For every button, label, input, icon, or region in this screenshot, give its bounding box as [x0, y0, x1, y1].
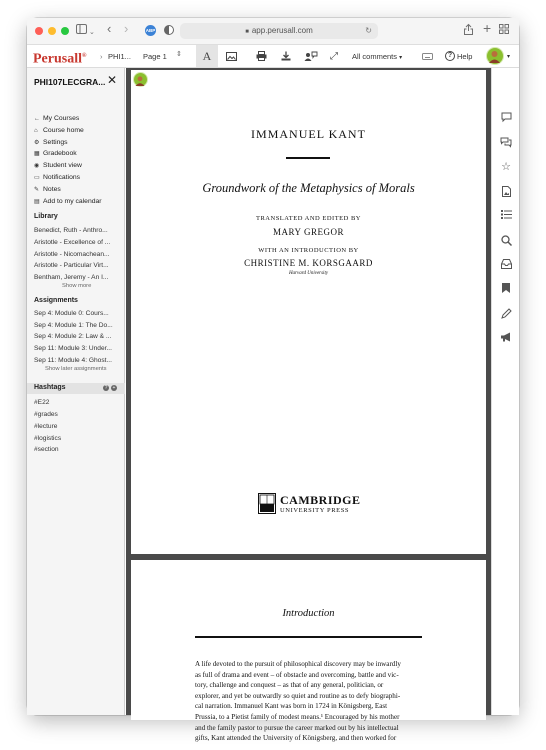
title-rule	[286, 157, 330, 159]
nav-settings[interactable]	[34, 138, 68, 148]
hashtag-item[interactable]: #E22	[34, 399, 50, 406]
chapter-heading: Introduction	[282, 608, 335, 619]
assignment-item[interactable]: Sep 4: Module 0: Cours...	[34, 310, 109, 317]
nav-label: Course home	[43, 127, 84, 134]
reader-avatar[interactable]	[133, 72, 148, 87]
document-page-1[interactable]	[131, 70, 486, 554]
assignments-heading: Assignments	[34, 297, 78, 304]
search-icon[interactable]	[500, 235, 512, 247]
forward-button[interactable]: ›	[124, 21, 129, 36]
close-sidebar-button[interactable]: ✕	[107, 73, 118, 87]
hashtag-item[interactable]: #lecture	[34, 423, 58, 430]
browser-window	[27, 18, 519, 743]
chevron-down-icon[interactable]: ⌄	[89, 29, 95, 36]
app-toolbar	[27, 45, 519, 68]
nav-label: Student view	[43, 162, 82, 169]
nav-notes[interactable]	[34, 185, 61, 195]
assignment-item[interactable]: Sep 4: Module 2: Law & ...	[34, 333, 112, 340]
breadcrumb-separator-icon: ›	[100, 52, 103, 61]
library-item[interactable]: Aristotle - Particular Virt...	[34, 262, 109, 269]
library-item[interactable]: Bentham, Jeremy - An I...	[34, 274, 109, 281]
new-tab-button[interactable]: +	[483, 20, 492, 36]
url-text: app.perusall.com	[251, 26, 313, 35]
show-later-assignments-link[interactable]: Show later assignments	[45, 366, 107, 372]
body-line: explorer, and yet be outwardly so quiet and routine as to defy biographi-	[195, 691, 401, 700]
page-image-icon[interactable]	[500, 186, 512, 198]
zoom-window-button[interactable]	[61, 27, 69, 35]
nav-label: Gradebook	[43, 150, 77, 157]
user-avatar[interactable]	[486, 47, 504, 65]
tab-overview-icon[interactable]	[499, 24, 509, 38]
fullscreen-icon[interactable]: ⤢	[330, 50, 338, 62]
inbox-icon: ▭	[34, 175, 40, 181]
hashtags-heading: Hashtags	[34, 384, 66, 391]
lock-icon: ■	[245, 29, 249, 35]
translator-name: MARY GREGOR	[273, 227, 344, 237]
document-page-2[interactable]	[131, 560, 486, 743]
privacy-shield-icon[interactable]	[164, 25, 174, 35]
table-icon: ▦	[34, 151, 40, 157]
introduction-by-label: WITH AN INTRODUCTION BY	[258, 247, 359, 254]
nav-my-courses[interactable]	[34, 114, 79, 124]
nav-gradebook[interactable]	[34, 149, 77, 159]
logo-text: Perusall	[33, 51, 82, 67]
cambridge-crest-icon	[258, 493, 276, 514]
body-line: Prussia, to a Pietist family of modest means.¹ Encouraged by his mother	[195, 713, 400, 721]
hashtag-item[interactable]: #logistics	[34, 435, 62, 442]
annotate-user-icon[interactable]	[300, 45, 322, 67]
nav-student-view[interactable]	[34, 161, 82, 171]
translated-by-label: TRANSLATED AND EDITED BY	[256, 215, 361, 222]
assignment-item[interactable]: Sep 4: Module 1: The Do...	[34, 322, 113, 329]
image-view-button[interactable]	[221, 45, 241, 67]
extension-icon[interactable]: ABP	[145, 25, 156, 36]
pencil-icon[interactable]	[500, 308, 512, 320]
close-window-button[interactable]	[35, 27, 43, 35]
inbox-icon[interactable]	[500, 259, 512, 271]
publisher-subtitle: UNIVERSITY PRESS	[280, 507, 350, 514]
nav-add-to-calendar[interactable]	[34, 197, 102, 207]
pencil-icon: ✎	[34, 187, 40, 193]
library-item[interactable]: Benedict, Ruth - Anthro...	[34, 227, 108, 234]
bookmark-icon[interactable]	[500, 283, 512, 295]
reload-icon[interactable]: ↻	[365, 26, 372, 35]
keyboard-icon[interactable]	[419, 45, 435, 67]
eye-icon: ◉	[34, 163, 40, 169]
body-line: cal narration. Immanuel Kant was born in 1724 in Königsberg, East	[195, 702, 388, 711]
publisher-name: CAMBRIDGE	[280, 493, 361, 507]
introducer-name: CHRISTINE M. KORSGAARD	[244, 258, 373, 268]
perusall-logo[interactable]: Perusall®	[33, 51, 87, 67]
nav-label: Notes	[43, 186, 61, 193]
hashtag-item[interactable]: #grades	[34, 411, 58, 418]
breadcrumb[interactable]: PHI1...	[108, 52, 131, 61]
document-viewer[interactable]	[126, 68, 491, 743]
help-icon[interactable]: ?	[104, 385, 108, 391]
conversations-icon[interactable]	[500, 137, 512, 149]
browser-titlebar	[27, 18, 519, 45]
nav-label: Settings	[43, 139, 68, 146]
nav-label: My Courses	[43, 115, 80, 122]
minimize-window-button[interactable]	[48, 27, 56, 35]
hashtag-item[interactable]: #section	[34, 446, 59, 453]
home-icon: ⌂	[34, 128, 38, 134]
arrow-left-icon: ←	[34, 116, 40, 122]
nav-course-home[interactable]	[34, 126, 84, 136]
nav-label: Notifications	[43, 174, 81, 181]
book-author: IMMANUEL KANT	[251, 127, 366, 141]
comments-filter-dropdown[interactable]	[352, 52, 402, 61]
assignment-item[interactable]: Sep 11: Module 4: Ghost...	[34, 357, 112, 364]
share-icon[interactable]	[464, 24, 473, 39]
body-line: gifts, Kant attended the University of Königsberg, and then worked for	[195, 734, 397, 743]
body-line: as full of drama and event – of obstacle and overcoming, battle and vic-	[195, 670, 399, 679]
comment-icon[interactable]	[500, 112, 512, 124]
comments-filter-label: All comments	[352, 52, 398, 61]
nav-notifications[interactable]	[34, 173, 80, 183]
add-hashtag-icon[interactable]: +	[112, 385, 116, 391]
help-link[interactable]: Help	[457, 52, 473, 61]
body-line: A life devoted to the pursuit of philosophical discovery may be inwardly	[195, 660, 401, 668]
calendar-icon: ▤	[34, 199, 40, 205]
star-icon[interactable]: ☆	[501, 161, 511, 173]
page-selector[interactable]: Page 1	[143, 52, 167, 61]
avatar-caret-icon[interactable]: ▾	[507, 54, 511, 60]
body-line: tory, challenge and conquest – as that of any general, politician, or	[195, 681, 384, 690]
sidebar-toggle-icon[interactable]	[76, 24, 87, 38]
text-view-button[interactable]: A	[196, 45, 218, 67]
show-more-library-link[interactable]: Show more	[62, 283, 92, 289]
nav-label: Add to my calendar	[43, 198, 102, 205]
course-title: PHI107LECGRA...	[34, 77, 106, 87]
help-icon[interactable]: ?	[445, 51, 455, 61]
list-icon[interactable]	[500, 210, 512, 222]
library-heading: Library	[34, 213, 58, 220]
library-item[interactable]: Aristotle - Excellence of ...	[34, 239, 111, 246]
address-bar[interactable]	[180, 23, 378, 39]
book-title: Groundwork of the Metaphysics of Morals	[202, 181, 415, 195]
right-tool-panel	[491, 68, 519, 715]
print-icon[interactable]	[251, 45, 271, 67]
page-stepper-icon[interactable]: ⇕	[176, 51, 182, 58]
heading-rule	[195, 636, 422, 638]
hashtags-header	[27, 383, 125, 394]
assignment-item[interactable]: Sep 11: Module 3: Under...	[34, 345, 112, 352]
back-button[interactable]: ‹	[107, 21, 112, 36]
library-item[interactable]: Aristotle - Nicomachean...	[34, 251, 110, 258]
caret-down-icon: ▾	[399, 55, 403, 61]
gear-icon: ⚙	[34, 140, 40, 146]
megaphone-icon[interactable]	[500, 332, 512, 344]
body-line: and the family pastor to pursue the career marked out by his intellectual	[195, 723, 399, 732]
download-icon[interactable]	[276, 45, 296, 67]
introducer-affiliation: Harvard University	[288, 271, 329, 276]
